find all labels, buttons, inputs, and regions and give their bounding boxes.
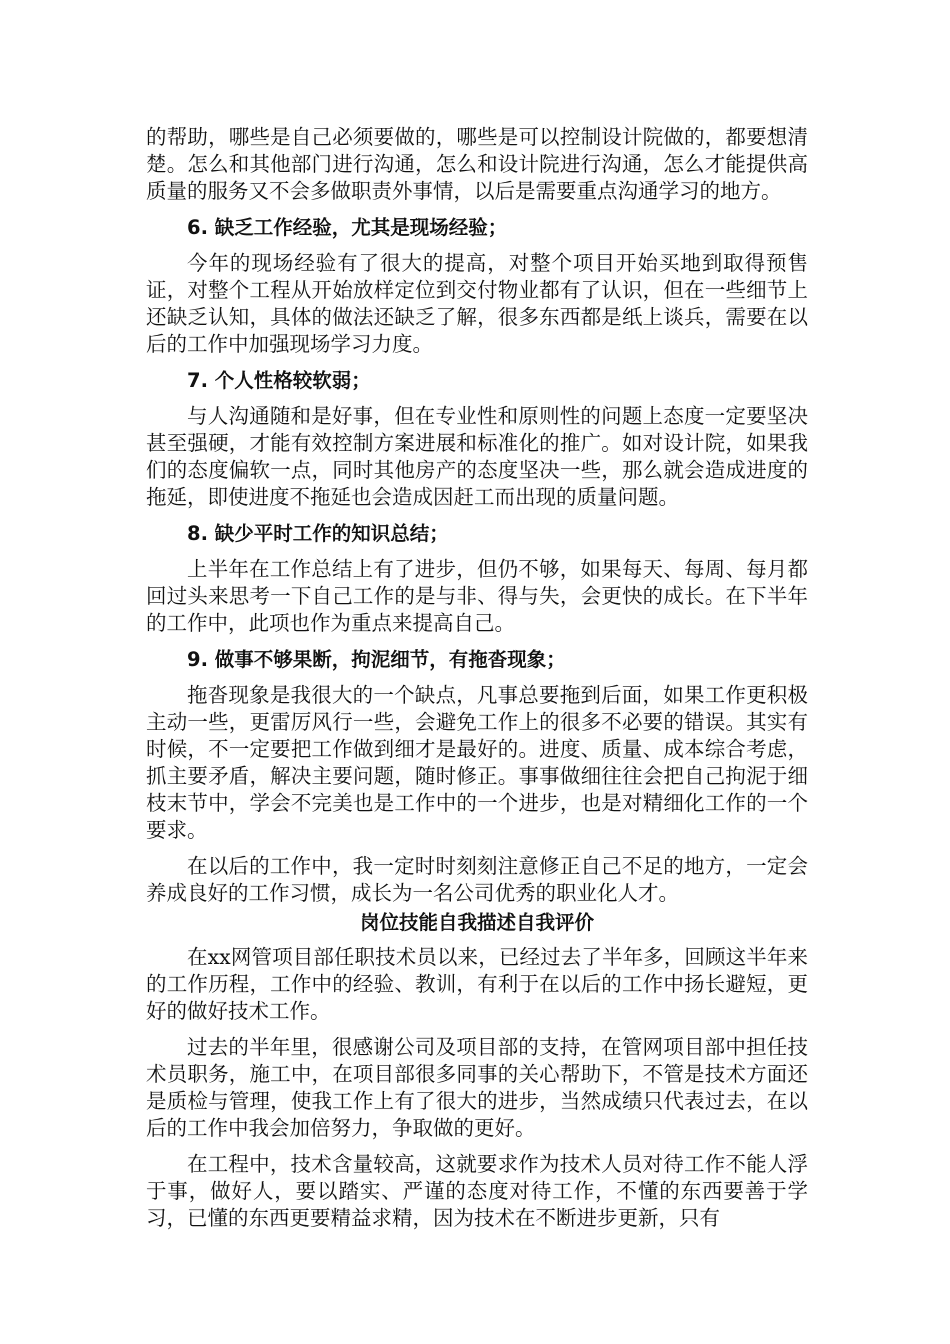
paragraph-knowledge-summary: 上半年在工作总结上有了进步，但仍不够，如果每天、每周、每月都回过头来思考一下自己工作的是与非、得与失，会更快的成长。在下半年的工作中，此项也作为重点来提高自己。 xyxy=(146,557,808,635)
heading-item-7: 7. 个人性格较软弱； xyxy=(187,369,371,392)
heading-item-6: 6. 缺乏工作经验，尤其是现场经验； xyxy=(187,216,508,239)
paragraph-conclusion: 在以后的工作中，我一定时时刻刻注意修正自己不足的地方，一定会养成良好的工作习惯，成长为一名公司优秀的职业化人才。 xyxy=(146,854,808,905)
paragraph-section-intro: 在xx网管项目部任职技术员以来，已经过去了半年多，回顾这半年来的工作历程，工作中的经验、教训，有利于在以后的工作中扬长避短，更好的做好技术工作。 xyxy=(146,945,808,1023)
paragraph-site-experience: 今年的现场经验有了很大的提高，对整个项目开始买地到取得预售证，对整个工程从开始放样定位到交付物业都有了认识，但在一些细节上还缺乏认知，具体的做法还缺乏了解，很多东西都是纸上谈兵，需要在以后的工作中加强现场学习力度。 xyxy=(146,251,808,356)
paragraph-procrastination: 拖沓现象是我很大的一个缺点，凡事总要拖到后面，如果工作更积极主动一些，更雷厉风行一些，会避免工作上的很多不必要的错误。其实有时候，不一定要把工作做到细才是最好的。进度、质量、成本综合考虑，抓主要矛盾，解决主要问题，随时修正。事事做细往往会把自己拘泥于细枝末节中，学会不完美也是工作中的一个进步，也是对精细化工作的一个要求。 xyxy=(146,683,808,842)
paragraph-continuation: 的帮助，哪些是自己必须要做的，哪些是可以控制设计院做的，都要想清楚。怎么和其他部门进行沟通，怎么和设计院进行沟通，怎么才能提供高质量的服务又不会多做职责外事情，以后是需要重点沟通学习的地方。 xyxy=(146,125,808,203)
heading-item-8: 8. 缺少平时工作的知识总结； xyxy=(187,522,449,545)
document-page xyxy=(146,124,808,1241)
paragraph-section-thanks: 过去的半年里，很感谢公司及项目部的支持，在管网项目部中担任技术员职务，施工中，在项目部很多同事的关心帮助下，不管是技术方面还是质检与管理，使我工作上有了很大的进步，当然成绩只代表过去，在以后的工作中我会加倍努力，争取做的更好。 xyxy=(146,1035,808,1140)
paragraph-section-technical: 在工程中，技术含量较高，这就要求作为技术人员对待工作不能人浮于事，做好人，要以踏实、严谨的态度对待工作，不懂的东西要善于学习，已懂的东西更要精益求精，因为技术在不断进步更新，只有 xyxy=(146,1152,808,1230)
paragraph-personality: 与人沟通随和是好事，但在专业性和原则性的问题上态度一定要坚决甚至强硬，才能有效控制方案进展和标准化的推广。如对设计院，如果我们的态度偏软一点，同时其他房产的态度坚决一些，那么就会造成进度的拖延，即使进度不拖延也会造成因赶工而出现的质量问题。 xyxy=(146,404,808,509)
section-title: 岗位技能自我描述自我评价 xyxy=(359,911,594,934)
heading-item-9: 9. 做事不够果断，拘泥细节，有拖沓现象； xyxy=(187,648,566,671)
